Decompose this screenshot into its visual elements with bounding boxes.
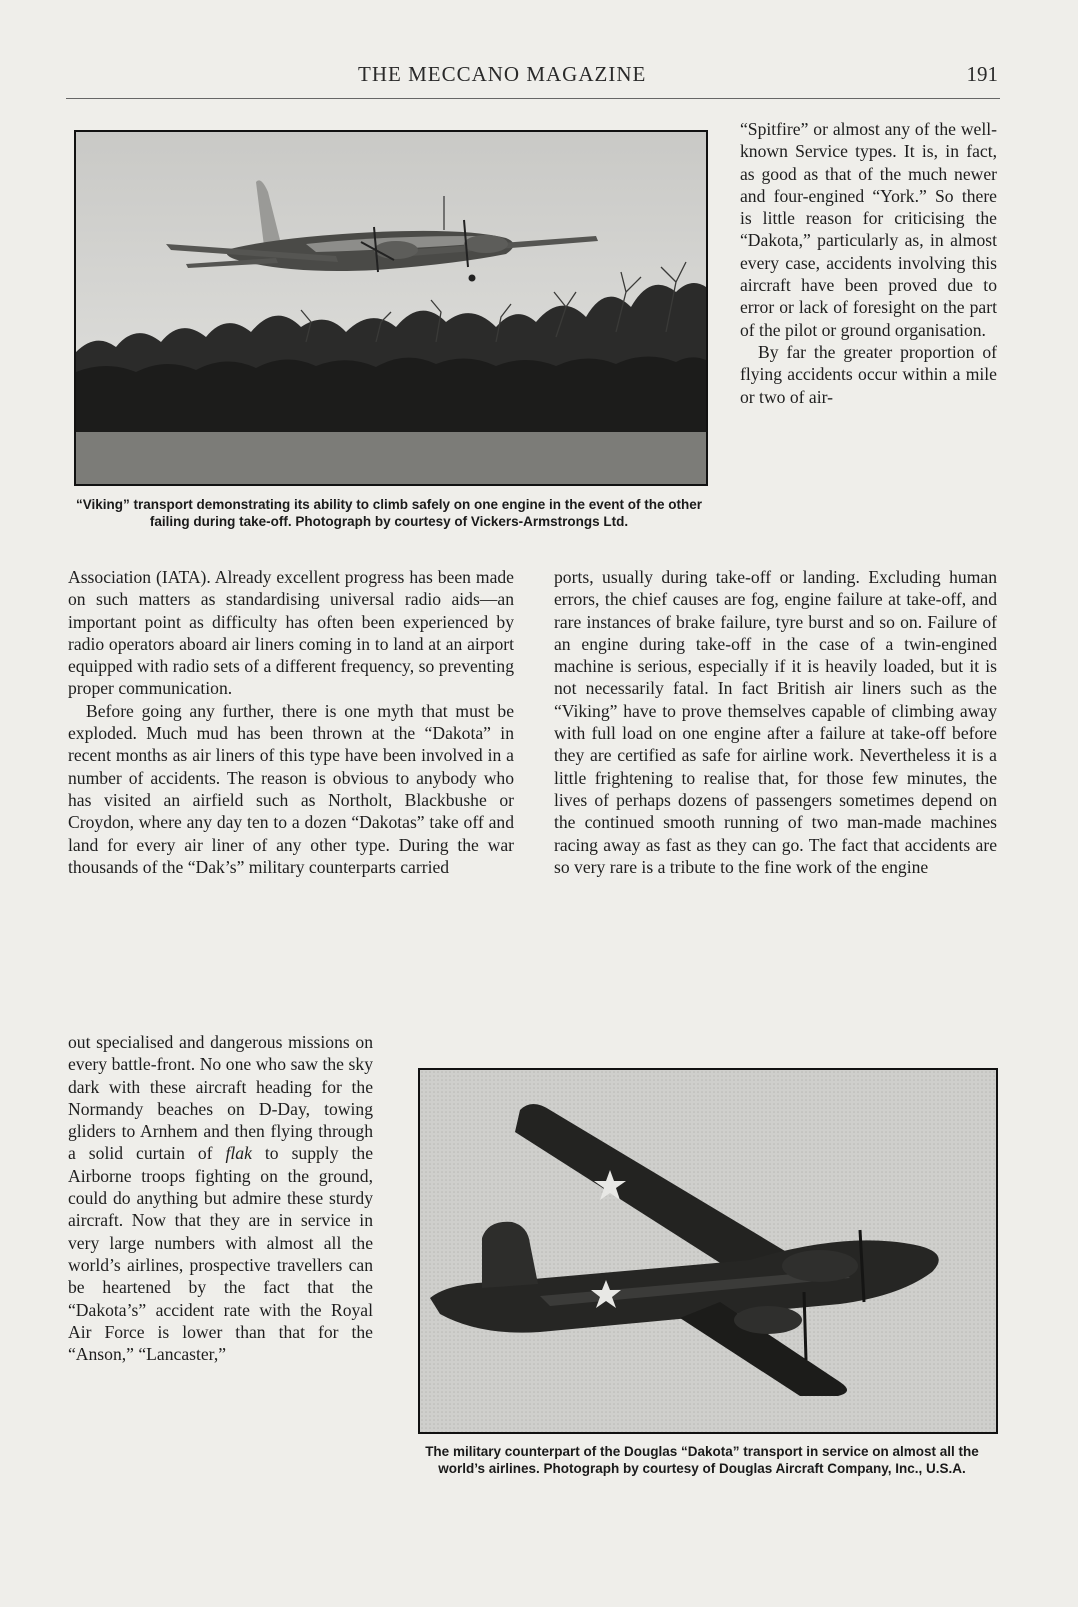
viking-aircraft-image <box>76 132 706 484</box>
article-left-column-narrow <box>68 1031 373 1365</box>
article-paragraph <box>68 1031 373 1365</box>
article-italic-flak: flak <box>225 1143 252 1164</box>
viking-photo-caption: “Viking” transport demonstrating its ability to climb safely on one engine in the event of the other failing during take-off. Photograph by courtesy of Vickers-Armstrongs Ltd. <box>75 497 703 529</box>
article-right-column-top <box>740 118 997 408</box>
page-number: 191 <box>966 62 998 86</box>
article-left-column <box>68 566 514 878</box>
article-right-column-mid <box>554 566 997 878</box>
article-paragraph: Association (IATA). Already excellent progress has been made on such matters as standardising universal radio aids—an important point as difficulty has often been experienced by radio operators aboard air liners coming in to land at an airport equipped with radio sets of a different frequency, so preventing proper communication. <box>68 567 514 699</box>
dakota-aircraft-image <box>420 1070 996 1432</box>
page-header <box>68 62 998 96</box>
article-text-segment: to supply the Airborne troops fighting on the ground, could do anything but admire these sturdy aircraft. Now that they are in service in very large numbers with almost all the world’s airlines, prospective travellers can be heartened by the fact that the “Dakota’s” accident rate with the Royal Air Force is lower than that for the “Anson,” “Lancaster,” <box>68 1143 373 1365</box>
viking-photo <box>74 130 708 486</box>
dakota-photo <box>418 1068 998 1434</box>
article-text-segment: out specialised and dangerous missions on every battle-front. No one who saw the sky dark with these aircraft heading for the Normandy beaches on D-Day, towing gliders to Arnhem and then flying through a solid curtain of <box>68 1032 373 1164</box>
header-divider <box>66 98 1000 99</box>
magazine-title: THE MECCANO MAGAZINE <box>358 62 647 86</box>
article-paragraph: By far the greater proportion of flying accidents occur within a mile or two of air- <box>740 341 997 407</box>
article-paragraph: Before going any further, there is one myth that must be exploded. Much mud has been thrown at the “Dakota” in recent months as air liners of this type have been involved in a number of accidents. The reason is obvious to anybody who has visited an airfield such as Northolt, Blackbushe or Croydon, where any day ten to a dozen “Dakotas” take off and land for every air liner of any other type. During the war thousands of the “Dak’s” military counterparts carried <box>68 700 514 877</box>
article-paragraph: ports, usually during take-off or landing. Excluding human errors, the chief causes are fog, engine failure at take-off, and rare instances of brake failure, tyre burst and so on. Failure of an engine during take-off in the case of a twin-engined machine is serious, especially if it is heavily loaded, but it is not necessarily fatal. In fact British air liners such as the “Viking” have to prove themselves capable of climbing away with full load on one engine after a failure at take-off before they are certified as safe for airline work. Nevertheless it is a little frightening to realise that, for those few minutes, the lives of perhaps dozens of passengers sometimes depend on the continued smooth running of two man-made machines racing away as fast as they can go. The fact that accidents are so very rare is a tribute to the fine work of the engine <box>554 567 997 877</box>
article-paragraph: “Spitfire” or almost any of the well-known Service types. It is, in fact, as good as that of the much newer and four-engined “York.” So there is little reason for criticising the “Dakota,” particularly as, in almost every case, accidents involving this aircraft have been proved due to error or lack of foresight on the part of the pilot or ground organisation. <box>740 119 997 340</box>
dakota-photo-caption: The military counterpart of the Douglas “Dakota” transport in service on almost all the world’s airlines. Photograph by courtesy of Douglas Aircraft Company, Inc., U.S.A. <box>425 1444 979 1476</box>
